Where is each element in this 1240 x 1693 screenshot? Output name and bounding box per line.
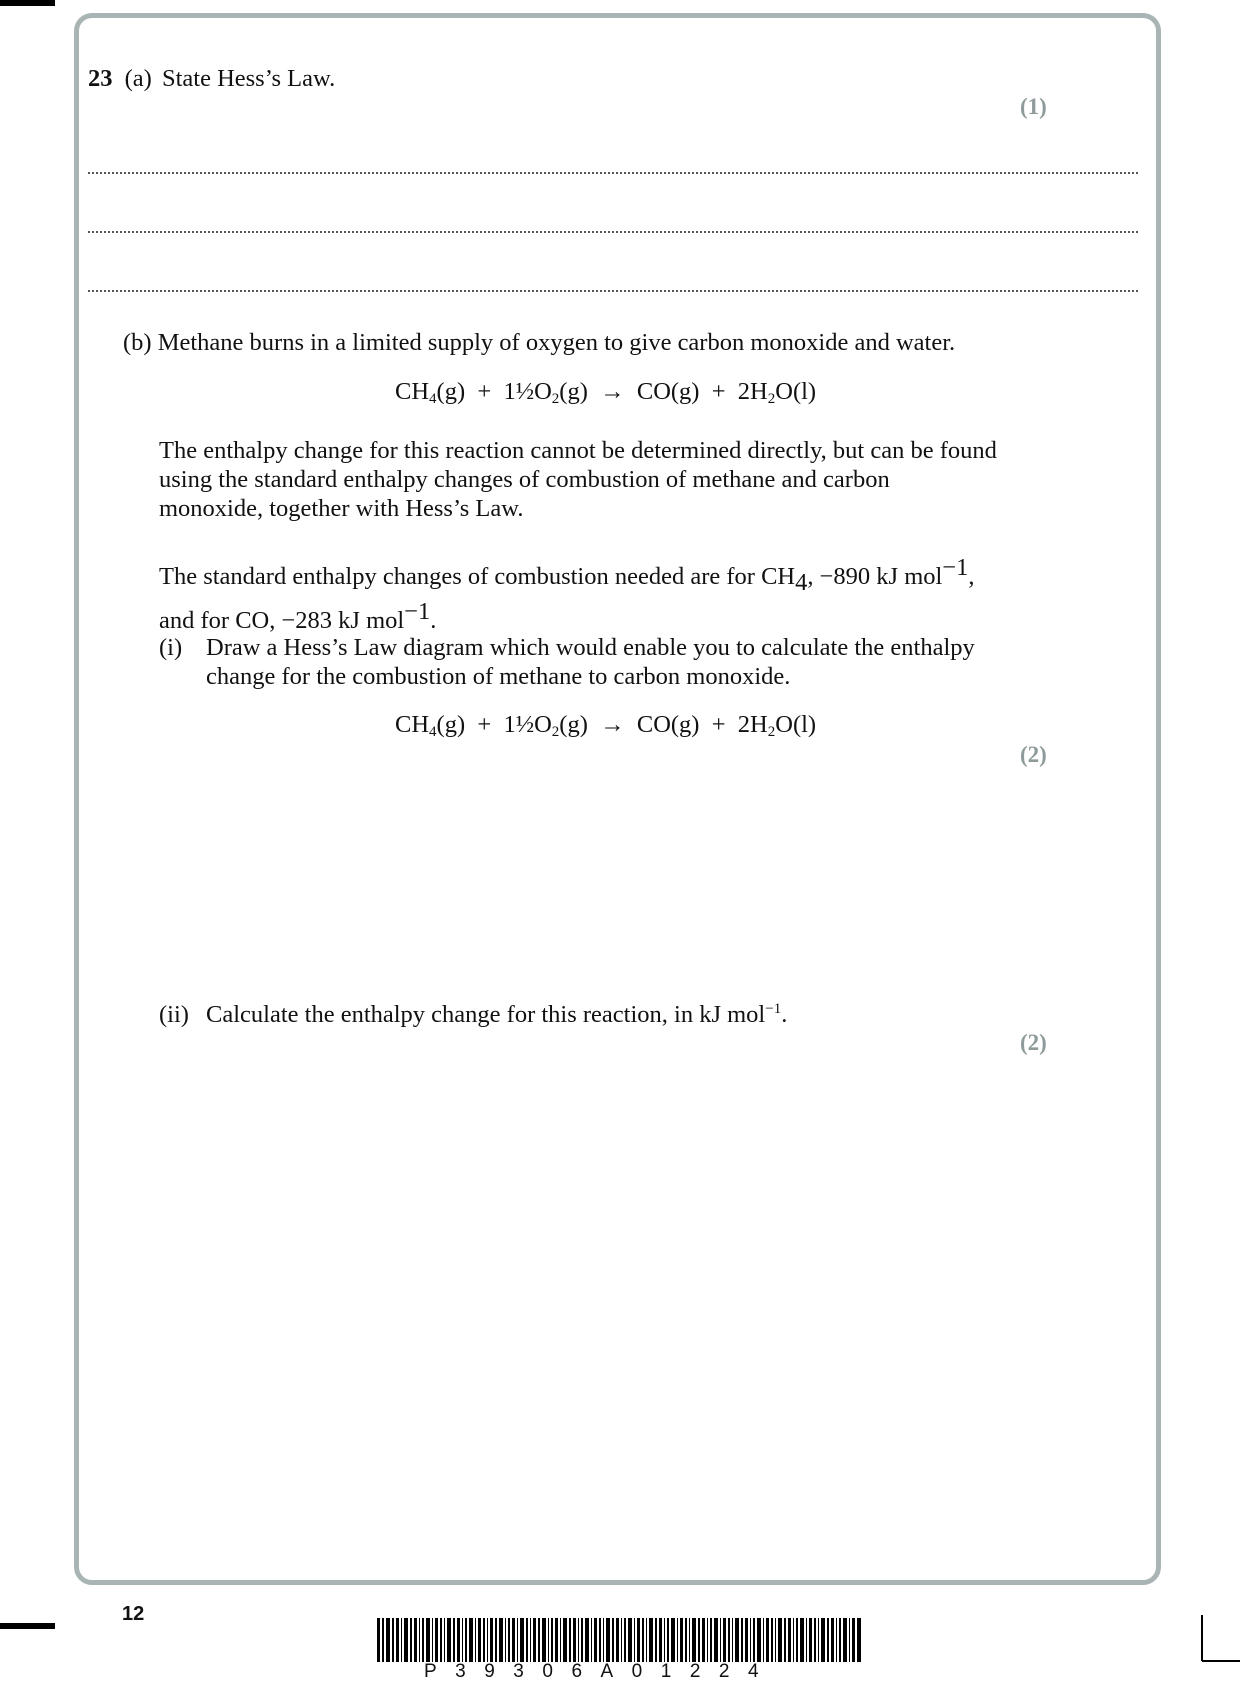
- eq2-oxygen-state: (g): [559, 711, 588, 738]
- eq1-plus-2: +: [711, 378, 726, 405]
- para2-sub: 4: [795, 569, 808, 597]
- question-23-header: [88, 64, 335, 93]
- part-i-text: Draw a Hess’s Law diagram which would enable you to calculate the enthalpy change for the combustion of methane to carbon monoxide.: [206, 634, 975, 690]
- part-ii-text-main: Calculate the enthalpy change for this reaction, in kJ mol: [206, 1001, 766, 1028]
- part-a-prompt: State Hess’s Law.: [161, 65, 336, 92]
- eq1-methane: CH: [395, 378, 430, 405]
- eq1-water: 2H: [737, 378, 768, 405]
- part-ii-answer-space[interactable]: [159, 1070, 1019, 1550]
- para2-text-1: The standard enthalpy changes of combustion needed are for CH: [159, 563, 796, 591]
- eq2-oxygen: 1½O: [503, 711, 552, 738]
- part-b-intro: [123, 328, 955, 357]
- eq1-arrow: →: [600, 378, 625, 405]
- part-i-answer-space[interactable]: [159, 780, 1019, 980]
- eq2-plus-1: +: [477, 711, 492, 738]
- part-b-intro-text: Methane burns in a limited supply of oxygen to give carbon monoxide and water.: [157, 329, 956, 356]
- part-i-marks: (2): [1020, 742, 1047, 767]
- page-number: 12: [122, 1603, 145, 1625]
- part-b-label: (b): [123, 329, 152, 356]
- eq2-water-state: O(l): [775, 711, 817, 738]
- eq1-oxygen: 1½O: [503, 378, 552, 405]
- eq1-co: CO(g): [636, 378, 700, 405]
- eq1-oxygen-sub: 2: [551, 391, 560, 407]
- part-ii-marks: (2): [1020, 1030, 1047, 1055]
- reaction-equation-1: [395, 378, 816, 406]
- reaction-equation-2: [395, 711, 816, 739]
- part-ii-label: (ii): [159, 1001, 189, 1028]
- eq2-methane-sub: 4: [429, 724, 437, 740]
- eq2-water: 2H: [737, 711, 768, 738]
- para2-sup-1: −1: [942, 554, 969, 581]
- eq1-water-sub: 2: [767, 391, 776, 407]
- para2-text-5: .: [430, 607, 437, 635]
- top-edge-mark: [0, 0, 55, 6]
- eq2-arrow: →: [600, 711, 625, 738]
- part-i-label: (i): [159, 634, 183, 661]
- part-a-label: (a): [124, 65, 152, 92]
- answer-line-1[interactable]: [88, 172, 1138, 174]
- eq2-oxygen-sub: 2: [551, 724, 560, 740]
- eq2-plus-2: +: [711, 711, 726, 738]
- eq2-methane: CH: [395, 711, 430, 738]
- part-b-paragraph-2: [159, 553, 1039, 635]
- eq1-methane-state: (g): [436, 378, 466, 405]
- barcode-text: P39306A01224: [424, 1661, 778, 1682]
- eq1-oxygen-state: (g): [559, 378, 588, 405]
- part-b-paragraph-1: The enthalpy change for this reaction cannot be determined directly, but can be found using the standard enthalpy changes of combustion of methane and carbon monoxide, together with Hess’s Law.: [159, 437, 997, 522]
- part-ii-end: .: [781, 1001, 788, 1028]
- question-number: 23: [88, 65, 113, 92]
- answer-line-3[interactable]: [88, 290, 1138, 292]
- eq1-plus-1: +: [477, 378, 492, 405]
- answer-line-2[interactable]: [88, 231, 1138, 233]
- eq2-methane-state: (g): [436, 711, 466, 738]
- eq1-methane-sub: 4: [429, 391, 437, 407]
- eq2-water-sub: 2: [767, 724, 776, 740]
- para2-text-3: ,: [968, 563, 975, 591]
- part-ii-sup: −1: [765, 1001, 782, 1017]
- part-ii-text: [206, 1000, 787, 1029]
- para2-text-4: and for CO, −283 kJ mol: [159, 607, 405, 635]
- para2-sup-2: −1: [404, 598, 431, 626]
- eq2-co: CO(g): [636, 711, 700, 738]
- bottom-edge-mark: [0, 1623, 55, 1629]
- crop-mark: [1200, 1615, 1240, 1693]
- part-a-marks: (1): [1020, 94, 1047, 119]
- para2-text-2: , −890 kJ mol: [807, 563, 943, 591]
- barcode: [377, 1618, 861, 1662]
- eq1-water-state: O(l): [775, 378, 817, 405]
